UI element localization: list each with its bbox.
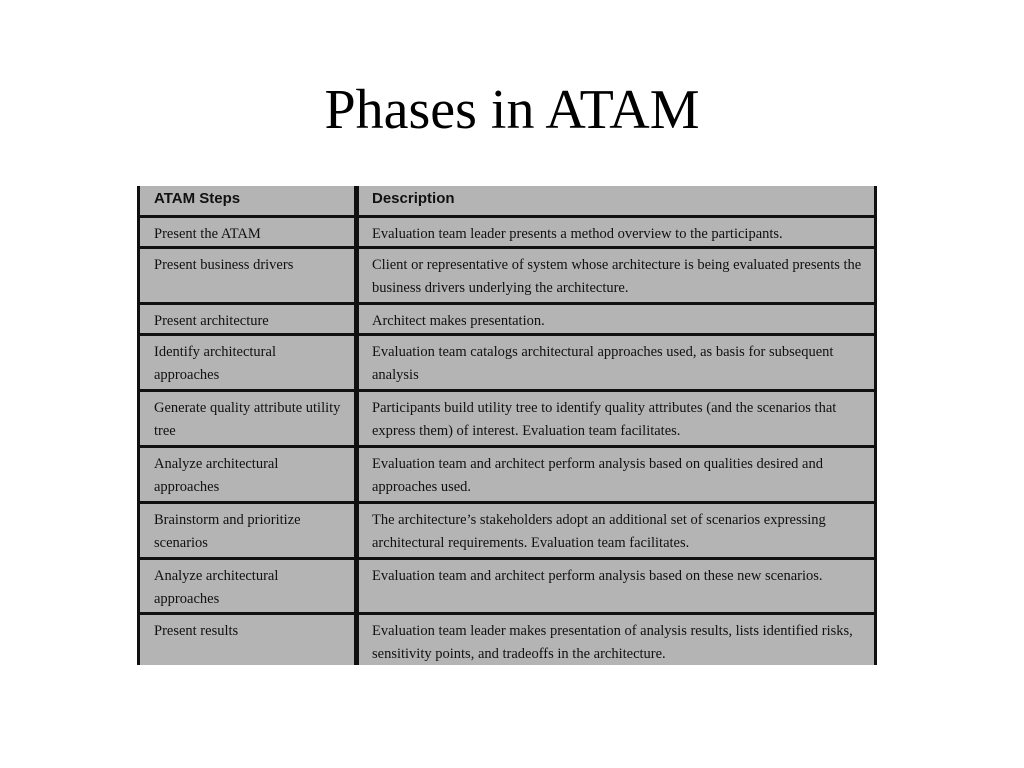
step-cell: Present architecture — [137, 305, 359, 336]
description-cell: Participants build utility tree to identify quality attributes (and the scenarios that express them) of interest. Evaluation team facilitates. — [359, 392, 877, 448]
table-row — [137, 336, 877, 392]
description-cell: The architecture’s stakeholders adopt an additional set of scenarios expressing architectural requirements. Evaluation team facilitates. — [359, 504, 877, 560]
step-cell: Present business drivers — [137, 249, 359, 305]
table-row — [137, 249, 877, 305]
step-cell: Present results — [137, 615, 359, 665]
header-atam-steps: ATAM Steps — [137, 186, 359, 218]
step-cell: Brainstorm and prioritize scenarios — [137, 504, 359, 560]
step-cell: Analyze architectural approaches — [137, 560, 359, 615]
description-cell: Architect makes presentation. — [359, 305, 877, 336]
description-cell: Client or representative of system whose architecture is being evaluated presents the business drivers underlying the architecture. — [359, 249, 877, 305]
slide-title: Phases in ATAM — [324, 79, 700, 141]
description-cell: Evaluation team catalogs architectural approaches used, as basis for subsequent analysis — [359, 336, 877, 392]
table-row — [137, 504, 877, 560]
atam-steps-table — [137, 186, 877, 665]
description-cell: Evaluation team leader makes presentation of analysis results, lists identified risks, sensitivity points, and tradeoffs in the architecture. — [359, 615, 877, 665]
step-cell: Identify architectural approaches — [137, 336, 359, 392]
table-row — [137, 448, 877, 504]
table-row — [137, 615, 877, 665]
header-description: Description — [359, 186, 877, 218]
table-row — [137, 560, 877, 615]
step-cell: Generate quality attribute utility tree — [137, 392, 359, 448]
description-cell: Evaluation team and architect perform analysis based on qualities desired and approaches used. — [359, 448, 877, 504]
step-cell: Present the ATAM — [137, 218, 359, 249]
description-cell: Evaluation team and architect perform analysis based on these new scenarios. — [359, 560, 877, 615]
table-row — [137, 392, 877, 448]
step-cell: Analyze architectural approaches — [137, 448, 359, 504]
table-row — [137, 305, 877, 336]
description-cell: Evaluation team leader presents a method overview to the participants. — [359, 218, 877, 249]
table-row — [137, 218, 877, 249]
table-header-row — [137, 186, 877, 218]
atam-table-image — [137, 186, 877, 665]
